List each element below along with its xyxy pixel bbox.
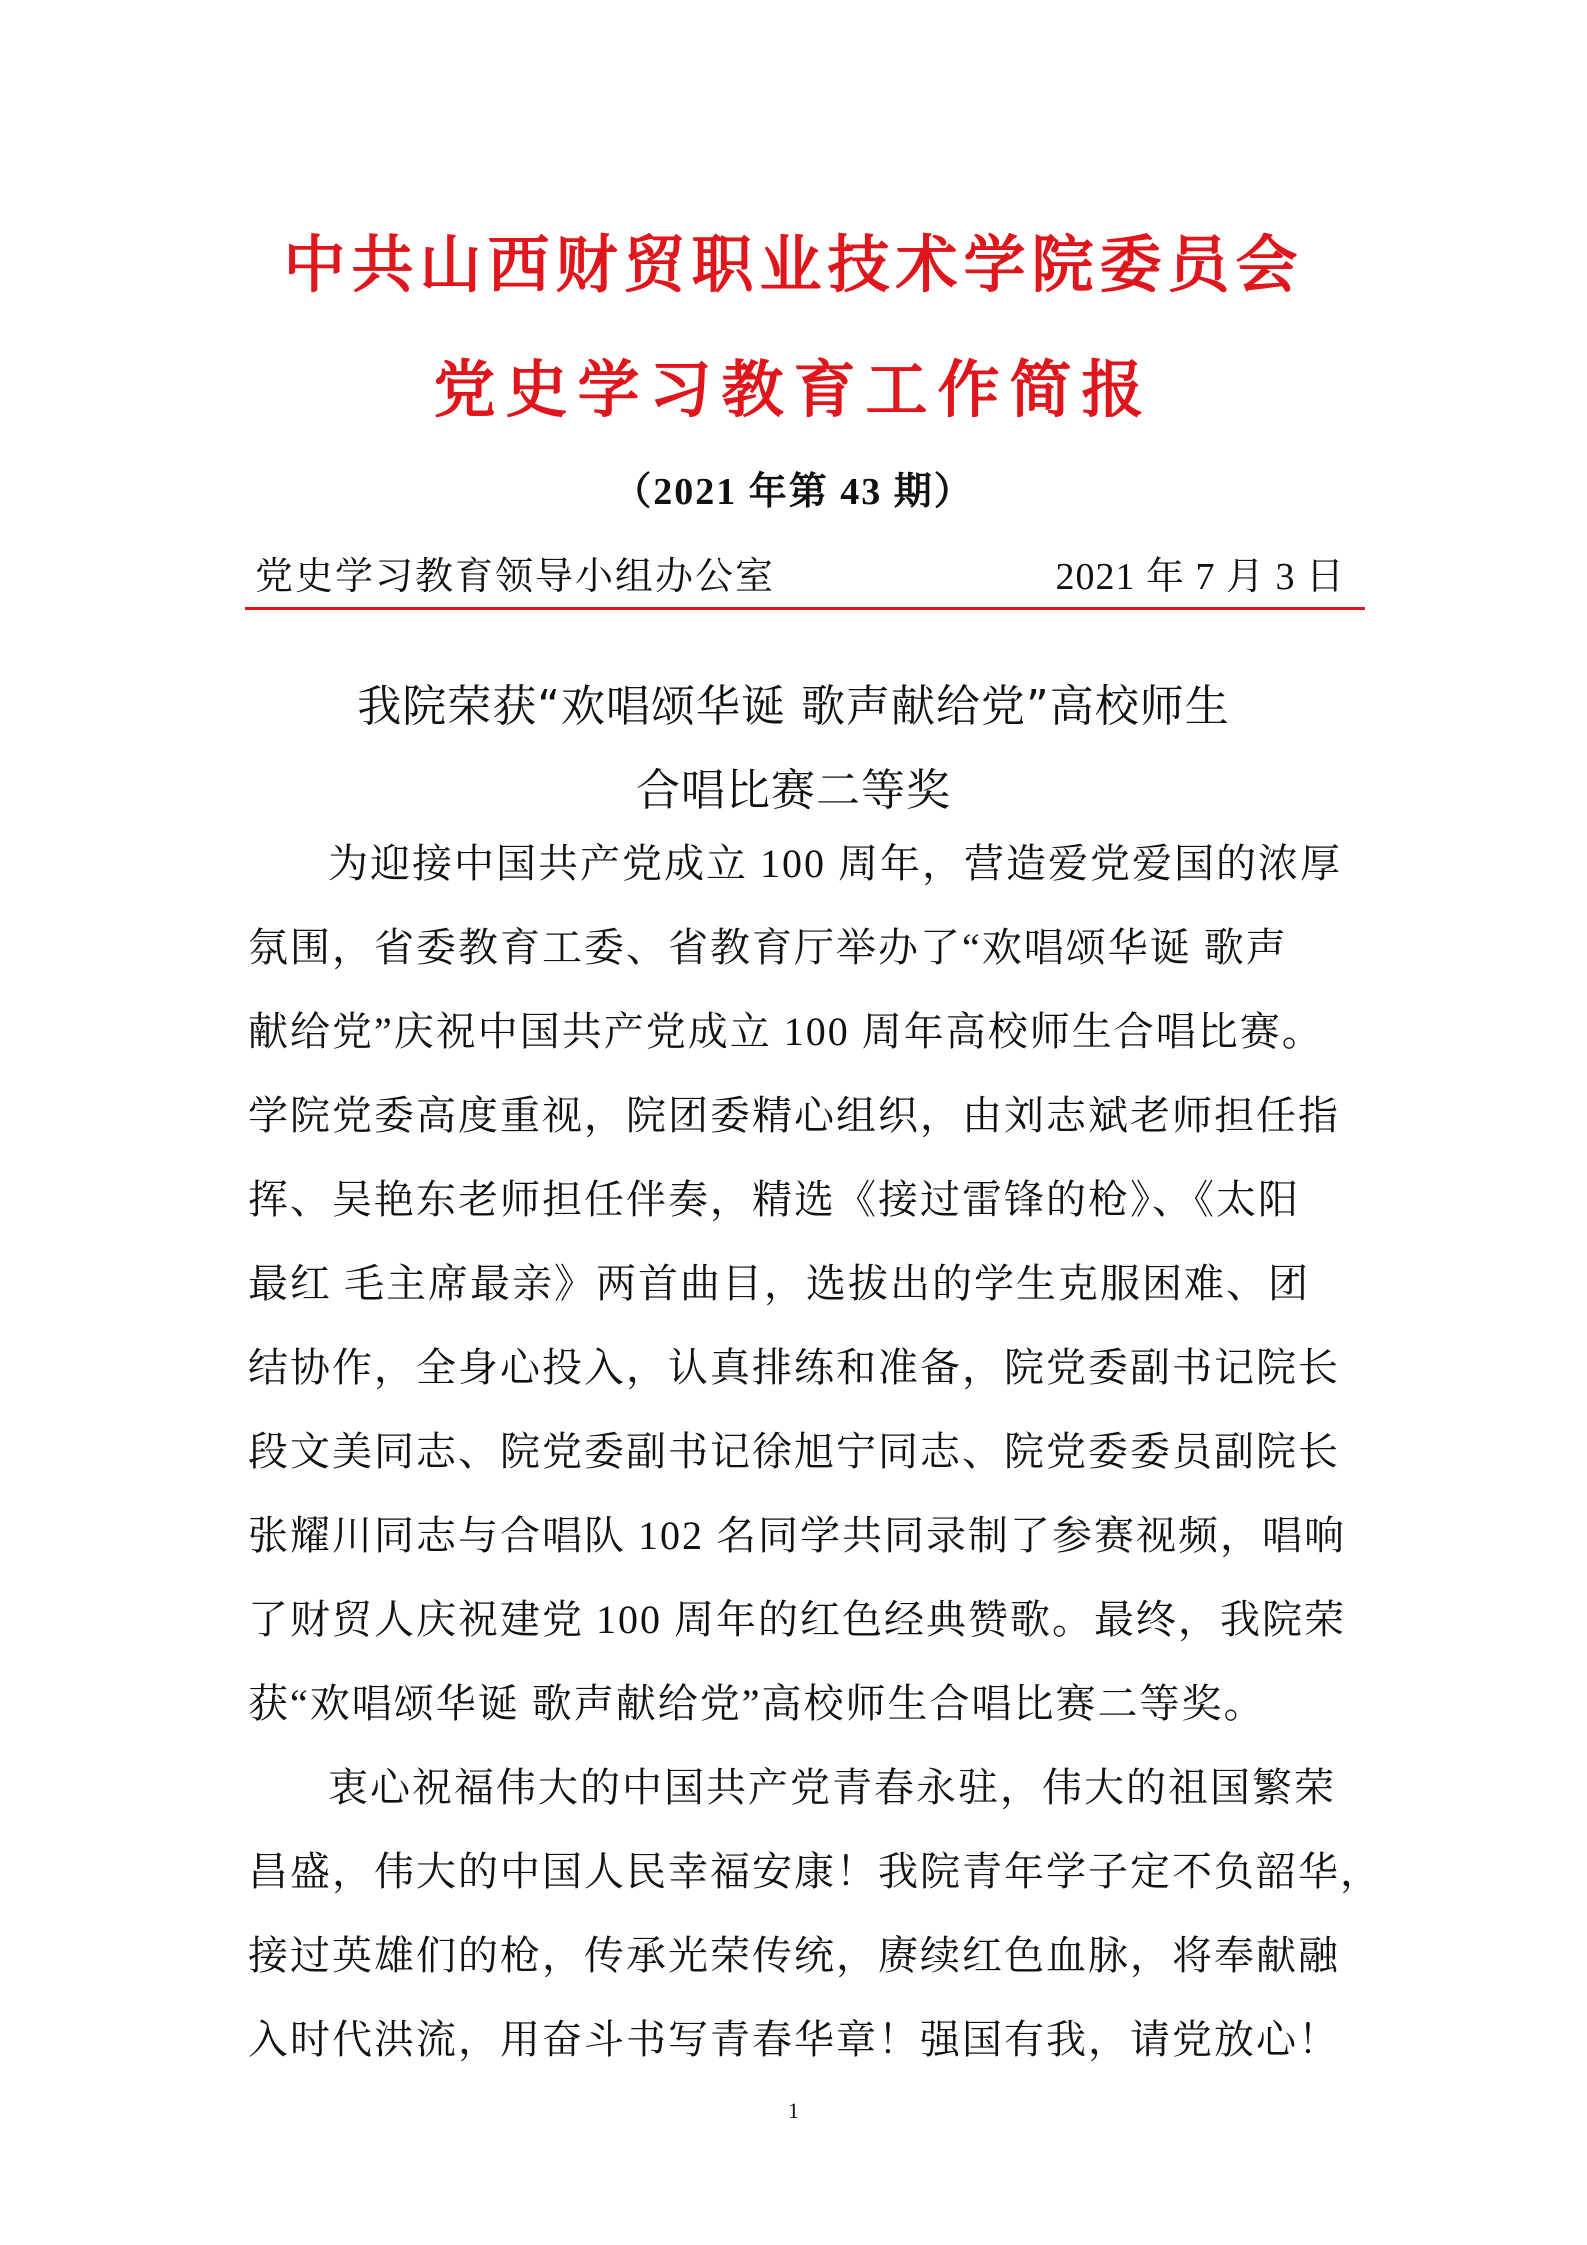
body-line: 学院党委高度重视，院团委精心组织，由刘志斌老师担任指 (248, 1093, 1340, 1138)
body-line: 接过英雄们的枪，传承光荣传统，赓续红色血脉，将奉献融 (248, 1933, 1340, 1978)
issuer-office: 党史学习教育领导小组办公室 (255, 556, 776, 598)
issue-number: （2021 年第 43 期） (613, 471, 974, 513)
page-number: 1 (788, 2098, 799, 2123)
article-body (248, 822, 1382, 2082)
body-line: 张耀川同志与合唱队 102 名同学共同录制了参赛视频，唱响 (248, 1513, 1346, 1558)
body-line: 挥、吴艳东老师担任伴奏，精选《接过雷锋的枪》、《太阳 (248, 1177, 1300, 1222)
issue-date: 2021 年 7 月 3 日 (1055, 556, 1345, 598)
body-line: 获“欢唱颂华诞 歌声献给党”高校师生合唱比赛二等奖。 (248, 1681, 1266, 1726)
masthead-bulletin-name: 党史学习教育工作简报 (433, 353, 1154, 426)
body-line: 为迎接中国共产党成立 100 周年，营造爱党爱国的浓厚 (328, 841, 1342, 886)
body-line: 段文美同志、院党委副书记徐旭宁同志、院党委委员副院长 (248, 1429, 1340, 1474)
red-divider-line (245, 607, 1365, 610)
body-line: 献给党”庆祝中国共产党成立 100 周年高校师生合唱比赛。 (248, 1009, 1324, 1054)
article-title (0, 665, 1587, 833)
body-line: 衷心祝福伟大的中国共产党青春永驻，伟大的祖国繁荣 (328, 1765, 1336, 1810)
body-line: 了财贸人庆祝建党 100 周年的红色经典赞歌。最终，我院荣 (248, 1597, 1346, 1642)
body-line: 氛围，省委教育工委、省教育厅举办了“欢唱颂华诞 歌声 (248, 925, 1288, 970)
body-line: 最红 毛主席最亲》两首曲目，选拔出的学生克服困难、团 (248, 1261, 1310, 1306)
article-title-line: 我院荣获“欢唱颂华诞 歌声献给党”高校师生 (357, 681, 1230, 732)
article-title-line: 合唱比赛二等奖 (636, 765, 951, 816)
body-line: 昌盛，伟大的中国人民幸福安康！我院青年学子定不负韶华， (248, 1849, 1382, 1894)
body-line: 入时代洪流，用奋斗书写青春华章！强国有我，请党放心！ (248, 2017, 1340, 2062)
body-line: 结协作，全身心投入，认真排练和准备，院党委副书记院长 (248, 1345, 1340, 1390)
masthead-organization: 中共山西财贸职业技术学院委员会 (283, 228, 1304, 301)
